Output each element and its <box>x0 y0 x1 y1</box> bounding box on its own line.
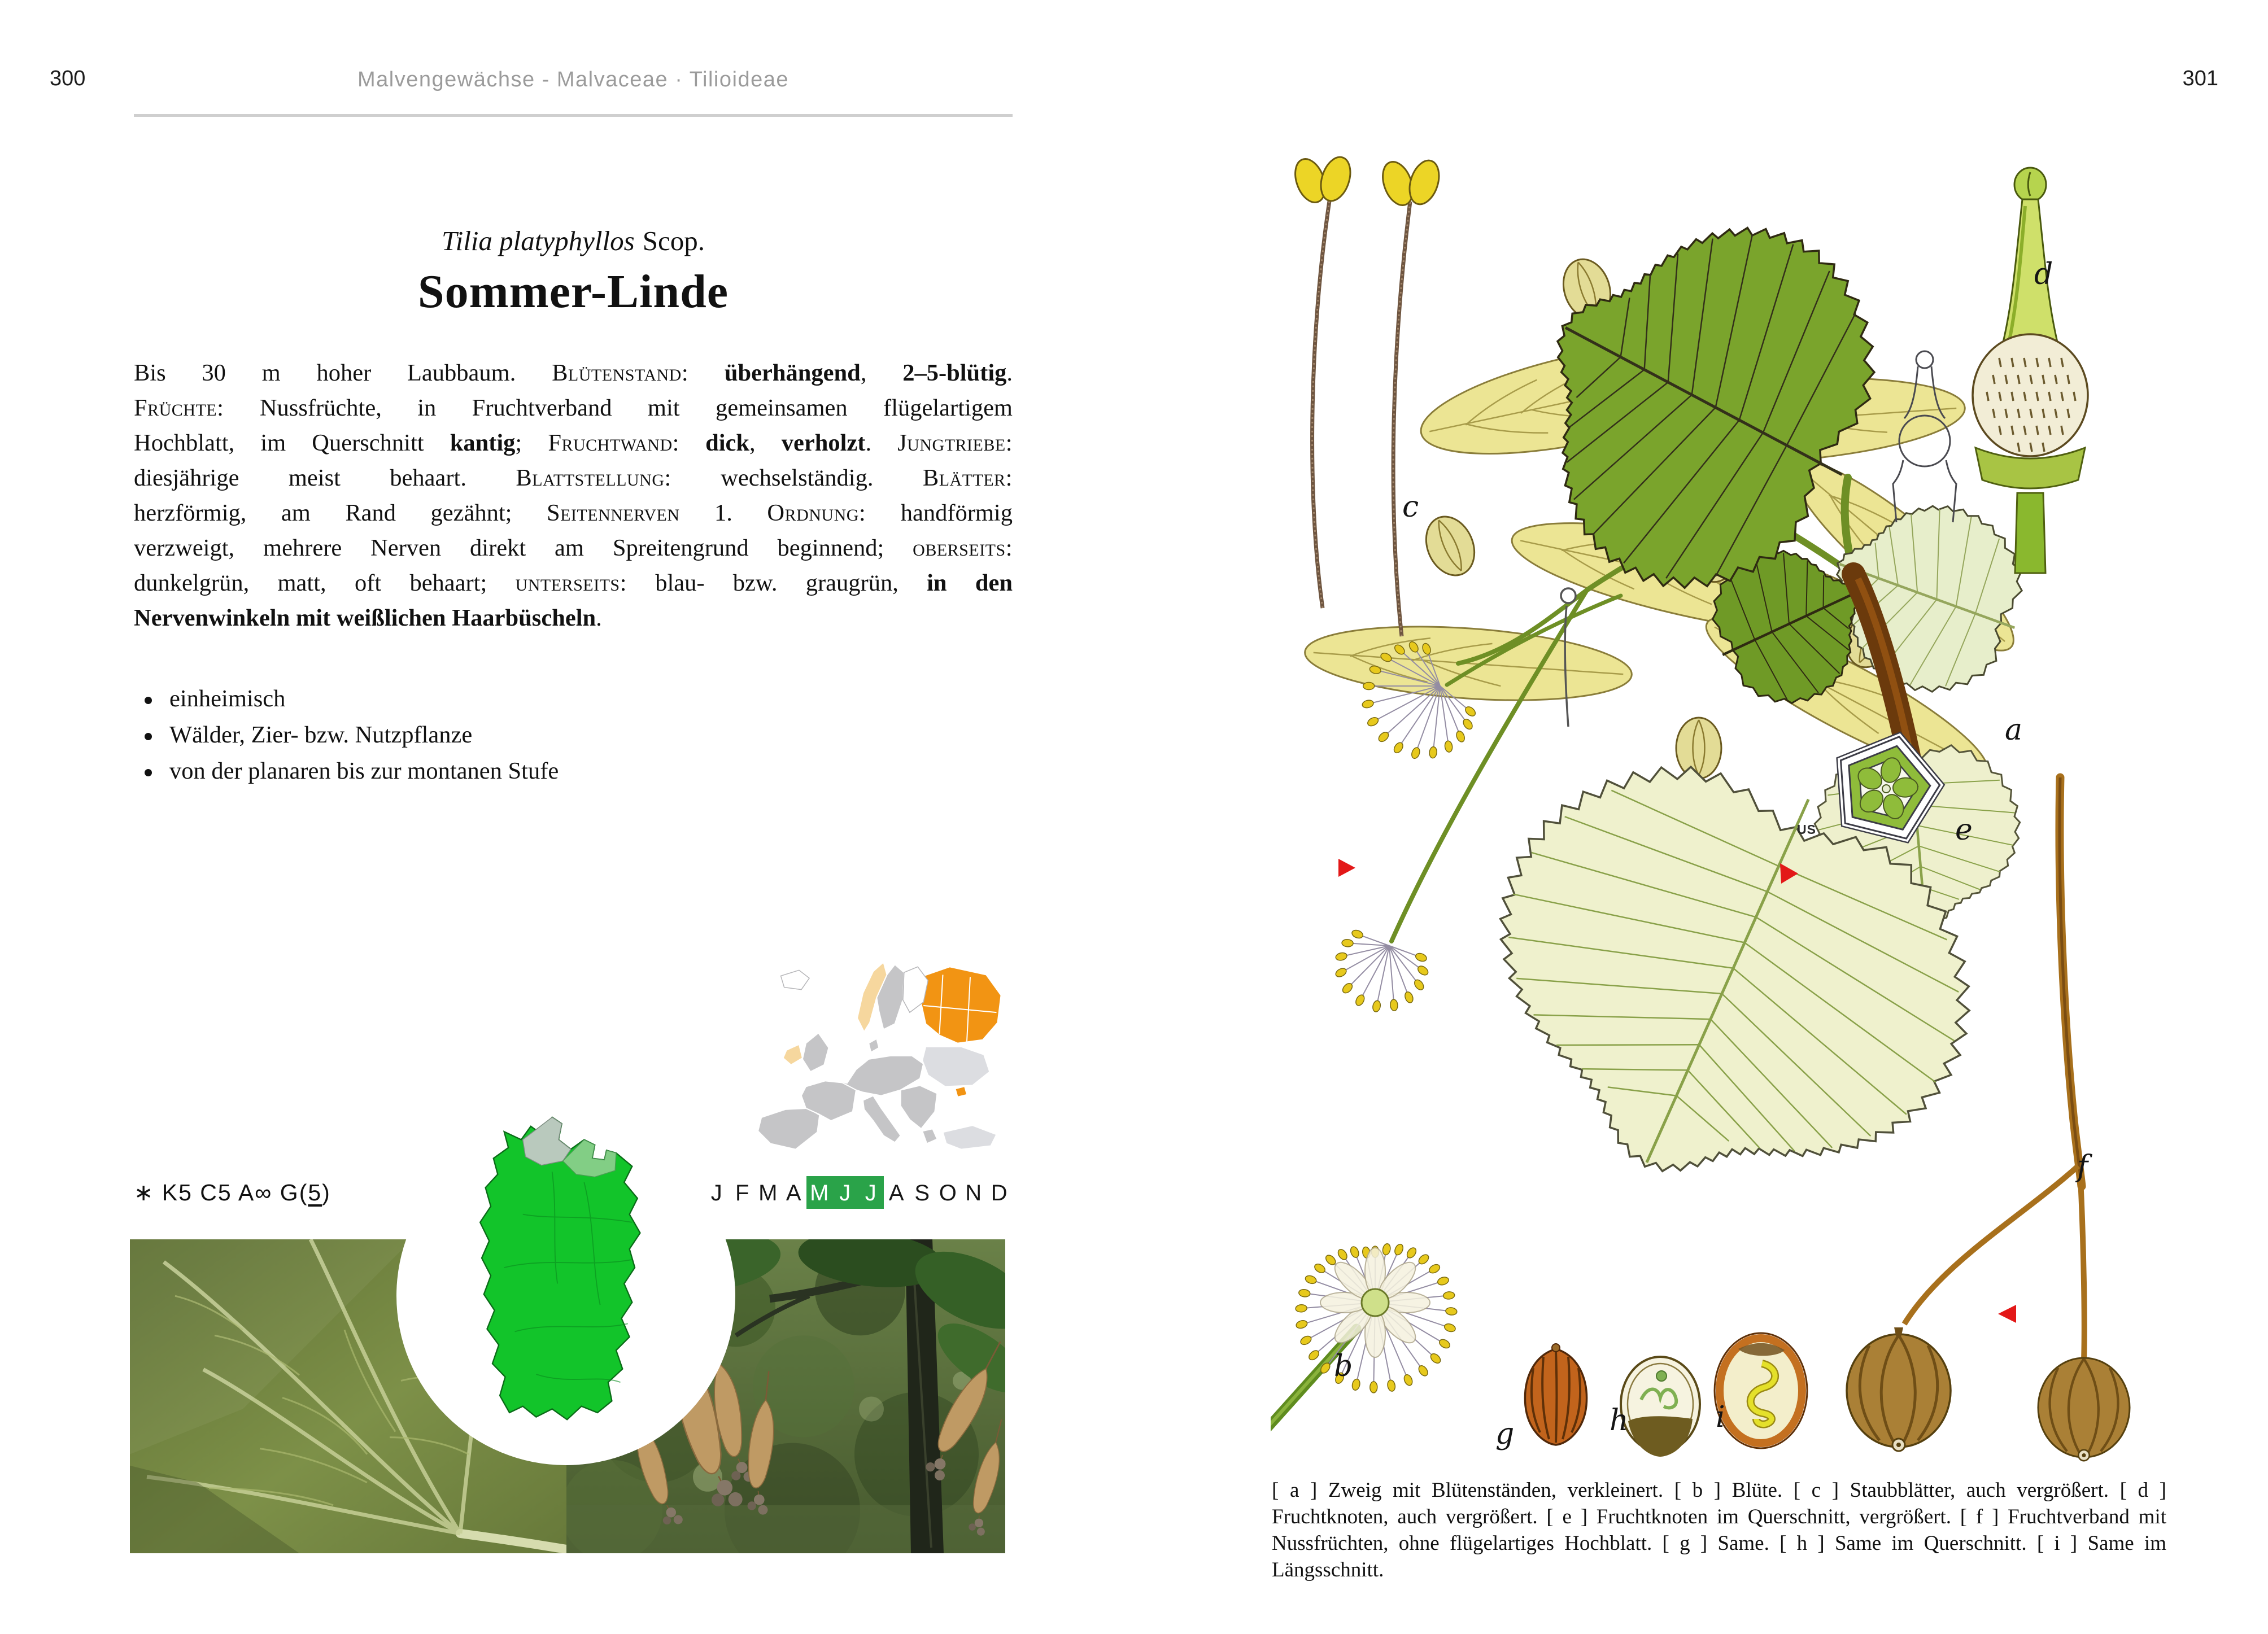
flowering-calendar <box>704 1176 1012 1209</box>
calendar-month: J <box>832 1176 858 1209</box>
map-greece <box>922 1129 937 1143</box>
calendar-month: M <box>758 1181 778 1205</box>
map-iberia <box>758 1108 819 1150</box>
marker-triangle-icon <box>1998 1305 2016 1323</box>
description-line: diesjährige meist behaart. Blattstellung: wechselständig. Blätter: <box>134 465 1013 491</box>
drooping-flower-cluster <box>1334 929 1430 1012</box>
germany-distribution-map <box>472 1101 664 1456</box>
map-balkans <box>901 1085 937 1129</box>
description-line: verzweigt, mehrere Nerven direkt am Spreitengrund beginnend; oberseits: <box>134 535 1013 561</box>
ovary-detail <box>1973 168 2088 573</box>
calendar-month: S <box>914 1181 930 1205</box>
formula-symmetry: ∗ <box>134 1179 155 1205</box>
figure-label-i: i <box>1716 1400 1725 1434</box>
figure-label-d: d <box>2034 257 2053 291</box>
bullet-item: von der planaren bis zur montanen Stufe <box>140 753 959 789</box>
header-rule <box>134 114 1013 117</box>
running-head: Malvengewächse - Malvaceae · Tilioideae <box>357 68 789 91</box>
map-denmark <box>869 1039 879 1052</box>
europe-distribution-map <box>751 942 1025 1183</box>
seed-longitudinal-section <box>1715 1333 1807 1448</box>
calendar-month: J <box>710 1181 722 1205</box>
species-author: Scop. <box>642 225 705 256</box>
flower-radial-view <box>1271 1243 1458 1437</box>
formula-ovary-count: 5 <box>308 1179 322 1205</box>
page-number-right: 301 <box>2182 67 2218 90</box>
figure-label-h: h <box>1610 1404 1629 1438</box>
calendar-month: O <box>939 1181 957 1205</box>
map-turkey <box>943 1125 997 1149</box>
figure-label-g: g <box>1495 1417 1515 1451</box>
seed-cross-section <box>1621 1357 1700 1457</box>
species-description <box>134 356 1013 636</box>
figure-caption: [ a ] Zweig mit Blütenständen, verkleinert. [ b ] Blüte. [ c ] Staubblätter, auch vergrößert. [ d ] Fruchtknoten, auch vergrößert. [ e ] Fruchtknoten im Querschnitt, vergrößert. [ f ] Fruchtverband mit Nussfrüchten, ohne flügelartiges Hochblatt. [ g ] Same. [ h ] Same im Querschnitt. [ i ] Same im Längsschnitt. <box>1272 1479 2166 1581</box>
nut-fruit <box>2038 1358 2130 1461</box>
page-title: Sommer-Linde <box>417 265 729 318</box>
calendar-month: D <box>991 1181 1007 1205</box>
description-line: dunkelgrün, matt, oft behaart; unterseits: blau- bzw. graugrün, in den <box>134 570 1013 596</box>
map-ireland <box>783 1045 802 1065</box>
calendar-month: N <box>965 1181 982 1205</box>
flower-bud <box>1417 509 1483 583</box>
calendar-month: A <box>888 1181 904 1205</box>
calendar-month: F <box>735 1181 749 1205</box>
calendar-month: J <box>858 1176 884 1209</box>
bullet-item: Wälder, Zier- bzw. Nutzpflanze <box>140 717 959 753</box>
description-line: Hochblatt, im Querschnitt kantig; Fruchtwand: dick, verholzt. Jungtriebe: <box>134 430 1013 456</box>
seed <box>1525 1344 1586 1445</box>
flower-formula: ∗ K5 C5 A∞ G(5) <box>134 1179 331 1205</box>
species-name <box>134 225 1013 257</box>
map-italy <box>863 1096 901 1143</box>
description-line: Nervenwinkeln mit weißlichen Haarbüscheln. <box>134 605 602 631</box>
description-line: Früchte: Nussfrüchte, in Fruchtverband mit gemeinsamen flügelartigem <box>134 395 1013 421</box>
figure-label-f: f <box>2077 1150 2088 1183</box>
figure-label-e: e <box>1955 813 1973 847</box>
figure-annotation-us: US <box>1797 822 1816 837</box>
marker-triangle-icon <box>1338 859 1355 877</box>
calendar-month: M <box>806 1176 832 1209</box>
flower-bud <box>1676 718 1721 779</box>
figure-label-a: a <box>2005 713 2023 747</box>
nut-fruit <box>1847 1327 1951 1451</box>
habitat-bullet-list <box>140 681 959 789</box>
map-iceland <box>781 970 810 989</box>
map-uk <box>802 1033 828 1072</box>
figure-label-b: b <box>1334 1349 1353 1383</box>
figure-label-c: c <box>1402 490 1419 524</box>
description-line: Bis 30 m hoher Laubbaum. Blütenstand: überhängend, 2–5-blütig. <box>134 360 1013 386</box>
description-line: herzförmig, am Rand gezähnt; Seitennerven 1. Ordnung: handförmig <box>134 500 1013 526</box>
bullet-item: einheimisch <box>140 681 959 717</box>
botanical-plate <box>1271 127 2248 1465</box>
calendar-month: A <box>786 1181 801 1205</box>
map-east-lightgray <box>922 1047 989 1087</box>
page-number-left: 300 <box>50 67 86 90</box>
species-latin: Tilia platyphyllos <box>442 225 635 256</box>
